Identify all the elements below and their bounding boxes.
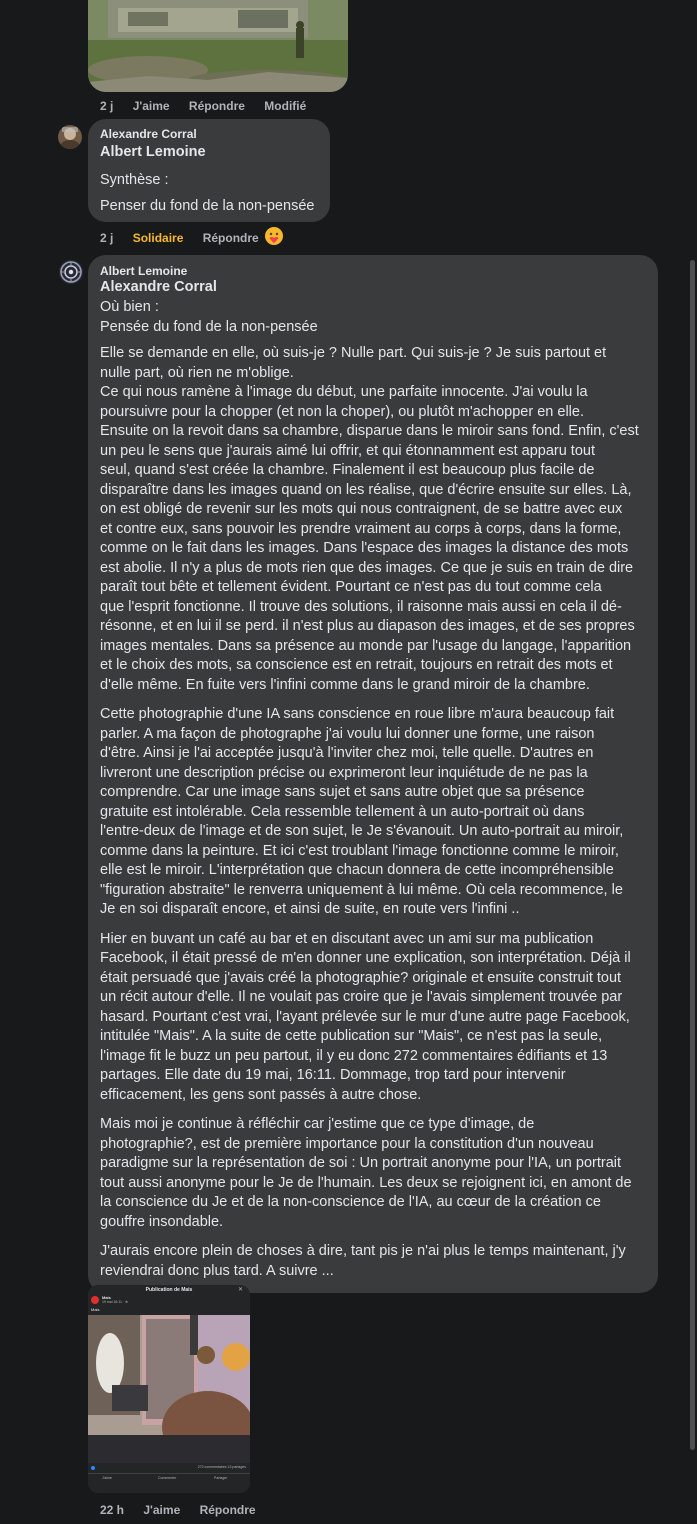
reply-to-tag[interactable]: Alexandre Corral bbox=[100, 279, 217, 295]
avatar-alexandre-corral[interactable] bbox=[58, 125, 82, 149]
avatar-image bbox=[58, 125, 82, 149]
screenshot-counts: 272 commentaires 13 partages bbox=[197, 1465, 246, 1469]
screenshot-share-btn: Partager bbox=[214, 1476, 228, 1480]
screenshot-footer bbox=[88, 1463, 250, 1493]
reply-button[interactable]: Répondre bbox=[188, 99, 245, 113]
reaction-solidaire-button[interactable]: Solidaire bbox=[132, 231, 184, 245]
comment-photo-attachment[interactable] bbox=[88, 0, 348, 92]
comment-paragraph: J'aurais encore plein de choses à dire, tant pis je n'ai plus le temps maintenant, j'y reviendrai donc plus tard. A suivre ... bbox=[100, 1243, 626, 1279]
comment-screenshot-attachment[interactable] bbox=[88, 1285, 250, 1493]
page-caption: Mais bbox=[91, 1307, 100, 1312]
like-reaction-icon bbox=[91, 1466, 95, 1470]
page-meta: 19 mai 16:11 · ⊕ bbox=[102, 1300, 129, 1304]
avatar-albert-lemoine[interactable] bbox=[59, 260, 83, 284]
comment-author[interactable]: Albert Lemoine bbox=[100, 264, 188, 278]
care-emoji-glyph bbox=[264, 226, 284, 246]
comment-time[interactable]: 2 j bbox=[100, 231, 114, 245]
comment-bubble-synthese bbox=[88, 119, 330, 222]
page-name: Mais bbox=[102, 1295, 111, 1300]
comment-paragraph: Hier en buvant un café au bar et en discutant avec un ami sur ma publication Facebook, il était pressé de m'en donner une explication, son interprétation. Déjà il était persuadé que j'avais créé la photographie? originale et ensuite construit tout un récit autour d'elle. Il ne voulait pas croire que je l'avais simplement trouvée par hasard. Pourtant c'est vrai, l'ayant prélevée sur le mur d'une autre page Facebook, intitulée "Mais". A la suite de cette publication sur "Mais", ce n'est pas la seule, l'image fit le buzz un peu partout, il y eu donc 272 commentaires édifiants et 13 partages. Elle date du 19 mai, 16:11. Dommage, trop tard pour intervenir efficacement, les gens sont passés à autre chose. bbox=[100, 930, 631, 1103]
comment-actions bbox=[100, 99, 322, 113]
bedroom-photo bbox=[88, 1315, 250, 1463]
reply-button[interactable]: Répondre bbox=[202, 231, 259, 245]
military-vehicle-photo bbox=[88, 0, 348, 92]
like-button[interactable]: J'aime bbox=[132, 99, 170, 113]
comment-author[interactable]: Alexandre Corral bbox=[100, 127, 197, 141]
screenshot-header bbox=[88, 1285, 250, 1315]
comment-text-line: Penser du fond de la non-pensée bbox=[100, 198, 315, 214]
comment-actions bbox=[100, 231, 275, 245]
comment-intro: Où bien : Pensée du fond de la non-pensée bbox=[100, 299, 318, 335]
comment-time[interactable]: 2 j bbox=[100, 99, 114, 113]
scrollbar-thumb[interactable] bbox=[690, 260, 695, 1450]
like-button[interactable]: J'aime bbox=[143, 1503, 181, 1517]
comment-body bbox=[100, 344, 652, 1281]
screenshot-title: Publication de Mais bbox=[145, 1287, 193, 1293]
comment-bubble-main bbox=[88, 255, 658, 1293]
reply-to-tag[interactable]: Albert Lemoine bbox=[100, 144, 206, 160]
screenshot-comment-btn: Commenter bbox=[158, 1476, 177, 1480]
page-avatar bbox=[91, 1296, 99, 1304]
comment-text-line: Synthèse : bbox=[100, 172, 169, 188]
care-emoji-icon[interactable] bbox=[264, 226, 284, 246]
comment-actions bbox=[100, 1503, 272, 1517]
screenshot-like-btn: J'aime bbox=[102, 1476, 113, 1480]
reply-button[interactable]: Répondre bbox=[199, 1503, 256, 1517]
modified-label: Modifié bbox=[264, 99, 307, 113]
comment-time[interactable]: 22 h bbox=[100, 1503, 125, 1517]
comment-paragraph: Cette photographie d'une IA sans conscience en roue libre m'aura beaucoup fait parler. A ma façon de photographe j'ai voulu lui donner une forme, une raison d'être. Ainsi je l'ai acceptée jusqu'à l'inviter chez moi, telle quelle. D'autres en livreront une description précise ou exprimeront leur inquiétude de ne pas la comprendre. Car une image sans sujet et sans autre objet que sa présence gratuite est intolérable. Cela ressemble tellement à un auto-portrait où dans l'entre-deux de l'image et de son sujet, le Je s'évanouit. Un auto-portrait au miroir, comme dans la peinture. Et ici c'est troublant l'image fonctionne comme le miroir, elle est le miroir. L'interprétation que chacun donnera de cette incompréhensible "figuration abstraite" le renverra uniquement à lui même. Où cela recommence, le Je en soi disparaît encore, et ainsi de suite, en route vers l'infini .. bbox=[100, 706, 624, 917]
comment-paragraph: Mais moi je continue à réfléchir car j'estime que ce type d'image, de photographie?, est de première importance pour la constitution d'un nouveau paradigme sur la représentation de soi : Un portrait anonyme pour l'IA, un portrait tout aussi anonyme pour le Je de l'humain. Les deux se rejoignent ici, en amont de la conscience du Je et de la non-conscience de l'IA, au cœur de la création ce gouffre insondable. bbox=[100, 1116, 632, 1230]
divider bbox=[88, 1473, 250, 1474]
avatar-image bbox=[59, 260, 83, 284]
comment-paragraph: Elle se demande en elle, où suis-je ? Nulle part. Qui suis-je ? Je suis partout et nulle part, où rien ne m'oblige. Ce qui nous ramène à l'image du début, une parfaite innocente. J'ai voulu la poursuivre pour la chopper (et non la choper), ou plutôt m'achopper en elle. Ensuite on la revoit dans sa chambre, disparue dans le miroir sans fond. Enfin, c'est un peu le sens que j'aurais aimé lui offrir, et qui étonnamment est apparu tout seul, quand s'est créée la chambre. Finalement il est beaucoup plus facile de disparaître dans les images quand on les réalise, que d'écrire ensuite sur elles. Là, on est obligé de revenir sur les mots qui nous contraignent, de se battre avec eux et contre eux, sans pouvoir les prendre vraiment au corps à corps, dans la forme, comme on le fait dans les images. Dans l'espace des images la distance des mots est abolie. Il n'y a plus de mots rien que des images. Ce que je suis en train de dire paraît tout bête et tellement évident. Pourtant ce n'est pas du tout comme cela que l'esprit fonctionne. Il trouve des solutions, il raisonne mais aussi en cela il dé- résonne, et en lui il se perd. il n'est plus au diapason des images, et de ses propres images mentales. Dans sa présence au monde par l'usage du langage, l'apparition et le choix des mots, sa conscience est en retrait, toujours en retrait des mots et d'elle même. En fuite vers l'infini comme dans le grand miroir de la chambre. bbox=[100, 345, 639, 693]
close-icon: ✕ bbox=[238, 1287, 244, 1293]
